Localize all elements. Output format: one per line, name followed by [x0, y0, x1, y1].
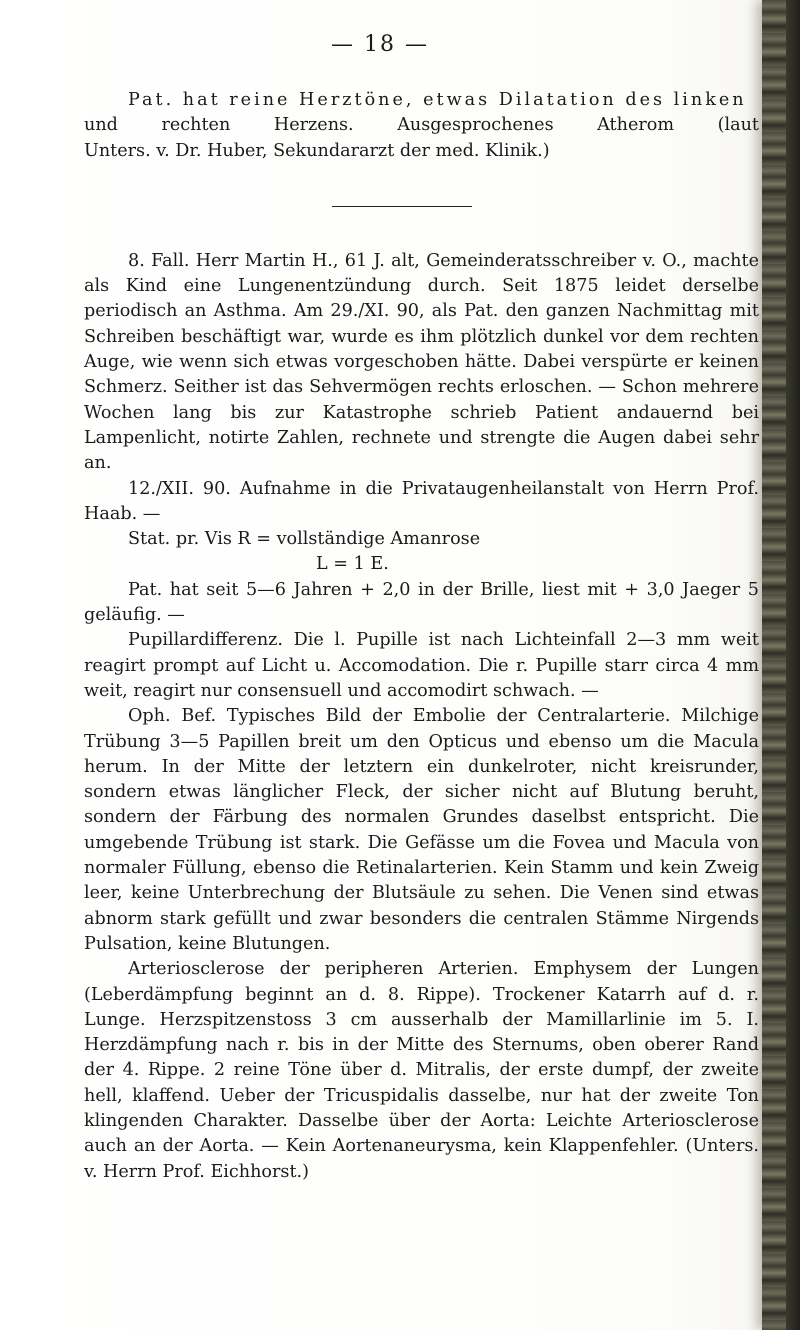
prev-case-line-1: Pat. hat reine Herztöne, etwas Dilatation des linken [128, 90, 747, 110]
prev-case-line-3: Unters. v. Dr. Huber, Sekundararzt der med. Klinik.) [84, 140, 550, 161]
prev-case-line-2: und rechten Herzens. Ausgesprochenes Atherom (laut [84, 115, 759, 136]
case-8-ophthalmoscopy: Oph. Bef. Typisches Bild der Embolie der Centralarterie. Milchige Trübung 3—5 Papillen breit um den Opticus und ebenso um die Macula herum. In der Mitte der letztern ein dunkelroter, nicht kreisrunder, sondern etwas länglicher Fleck, der sicher nicht auf Blutung beruht, sondern der Färbung des normalen Grundes daselbst entspricht. Die umgebende Trübung ist stark. Die Gefässe um die Fovea und Macula von normaler Füllung, ebenso die Retinalarterien. Kein Stamm und kein Zweig leer, keine Unterbrechung der Blutsäule zu sehen. Die Venen sind etwas abnorm stark gefüllt und zwar besonders die centralen Stämme Nirgends Pulsation, keine Blutungen. [84, 706, 759, 954]
case-8-glasses: Pat. hat seit 5—6 Jahren + 2,0 in der Brille, liest mit + 3,0 Jaeger 5 geläufig. — [84, 579, 759, 626]
page-number: — 18 — [331, 32, 429, 57]
page-text [84, 88, 759, 1185]
section-divider [332, 206, 472, 207]
case-8-pupils: Pupillardifferenz. Die l. Pupille ist nach Lichteinfall 2—3 mm weit reagirt prompt auf Licht u. Accomodation. Die r. Pupille starr circa 4 mm weit, reagirt nur consensuell und accomodirt schwach. — [84, 630, 759, 701]
case-8-status-right: Stat. pr. Vis R = vollständige Amanrose [128, 529, 481, 550]
case-8-status-left: L = 1 E. [316, 554, 389, 575]
case-8-intro: 8. Fall. Herr Martin H., 61 J. alt, Gemeinderatsschreiber v. O., machte als Kind eine Lungenentzündung durch. Seit 1875 leidet derselbe periodisch an Asthma. Am 29./XI. 90, als Pat. den ganzen Nachmittag mit Schreiben beschäftigt war, wurde es ihm plötzlich dunkel vor dem rechten Auge, wie wenn sich etwas vorgeschoben hätte. Dabei verspürte er keinen Schmerz. Seither ist das Sehvermögen rechts erloschen. — Schon mehrere Wochen lang bis zur Katastrophe schrieb Patient andauernd bei Lampenlicht, notirte Zahlen, rechnete und strengte die Augen dabei sehr an. [84, 250, 759, 474]
case-8-aufnahme: 12./XII. 90. Aufnahme in die Privataugenheilanstalt von Herrn Prof. Haab. — [84, 478, 759, 524]
case-8-arteriosclerosis: Arteriosclerose der peripheren Arterien. Emphysem der Lungen (Leberdämpfung beginnt an d. 8. Rippe). Trockener Katarrh auf d. r. Lunge. Herzspitzenstoss 3 cm ausserhalb der Mamillarlinie im 5. I. Herzdämpfung nach r. bis in der Mitte des Sternums, oben oberer Rand der 4. Rippe. 2 reine Töne über d. Mitralis, der erste dumpf, der zweite hell, klaffend. Ueber der Tricuspidalis dasselbe, nur hat der zweite Ton klingenden Charakter. Dasselbe über der Aorta: Leichte Arteriosclerose auch an der Aorta. — Kein Aortenaneurysma, kein Klappenfehler. (Unters. v. Herrn Prof. Eichhorst.) [84, 959, 759, 1182]
book-edge [762, 0, 800, 1330]
